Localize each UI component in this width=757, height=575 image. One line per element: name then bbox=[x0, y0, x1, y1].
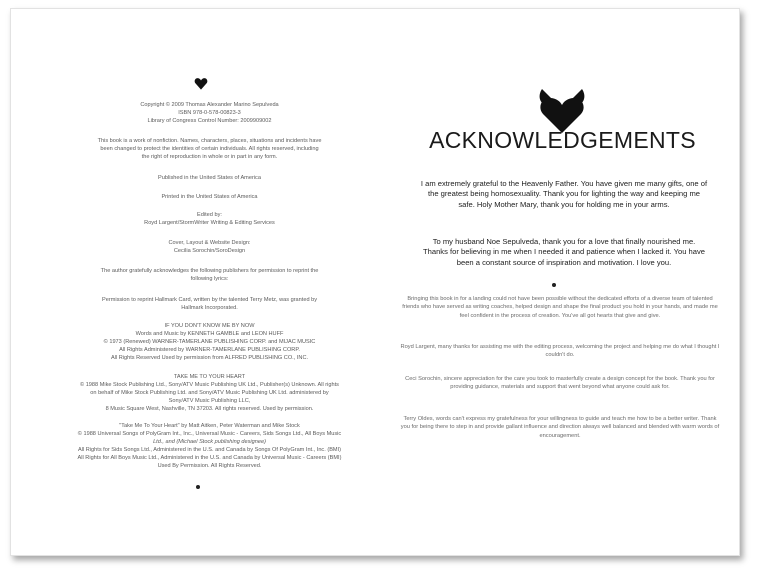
song-credit-2 bbox=[66, 374, 353, 414]
song-credit-line: Words and Music by KENNETH GAMBLE and LEON HUFF bbox=[135, 330, 284, 337]
editor-name: Royd Largent/StormWriter Writing & Editing Services bbox=[144, 219, 275, 226]
loc-line: Library of Congress Control Number: 2009909002 bbox=[147, 117, 272, 124]
song-credit-line: Used By Permission. All Rights Reserved. bbox=[157, 462, 262, 469]
song-title: IF YOU DON'T KNOW ME BY NOW bbox=[164, 323, 255, 329]
page-title: ACKNOWLEDGEMENTS bbox=[429, 127, 696, 153]
song-credit-line: © 1988 Mike Stock Publishing Ltd., Sony/ATV Music Publishing UK Ltd., Publisher(s) Unknown. All rights bbox=[80, 381, 339, 388]
publishers-ack-line: The author gratefully acknowledges the following publishers for permission to reprint the bbox=[100, 268, 319, 274]
song-credit-line: All Rights Administered by WARNER-TAMERLANE PUBLISHING CORP. bbox=[119, 346, 300, 353]
hallmark-permission bbox=[66, 297, 353, 313]
publishers-ack bbox=[66, 268, 353, 284]
song-credit-line: All Rights Reserved Used by permission from ALFRED PUBLISHING CO., INC. bbox=[110, 354, 309, 361]
ack-paragraph-5: Ceci Sorochin, sincere appreciation for the care you took to masterfully create a design concept for the book. Thank you for providing guidance, materials and support that went beyond what anyone could ask for. bbox=[405, 376, 715, 391]
disclaimer-line: the right of reproduction in whole or in part in any form. bbox=[141, 153, 278, 160]
song-credit-line: Sony/ATV Music Publishing LLC, bbox=[168, 397, 251, 404]
section-dot bbox=[552, 283, 556, 287]
disclaimer bbox=[66, 138, 353, 162]
heart-icon bbox=[194, 77, 208, 91]
editor-label: Edited by: bbox=[197, 212, 222, 218]
printed-line bbox=[66, 194, 353, 202]
song-credit-line: All Rights for Sids Songs Ltd., Administered in the U.S. and Canada by Songs Of PolyGram Int., Inc. (BMI) bbox=[77, 446, 342, 453]
editor-credit bbox=[66, 212, 353, 228]
publishers-ack-line: following lyrics: bbox=[190, 275, 229, 282]
song-credit-1 bbox=[66, 323, 353, 363]
disclaimer-line: This book is a work of nonfiction. Names, characters, places, situations and incidents have bbox=[97, 138, 322, 144]
design-credit bbox=[66, 240, 353, 256]
copyright-info bbox=[66, 102, 353, 126]
song-credit-line: on behalf of Mike Stock Publishing Ltd. and Sony/ATV Music Publishing UK Ltd. administered by bbox=[90, 389, 329, 396]
song-title: TAKE ME TO YOUR HEART bbox=[173, 374, 246, 380]
acknowledgements-page bbox=[386, 9, 739, 555]
disclaimer-line: been changed to protect the identities of certain individuals. All rights reserved, including bbox=[100, 145, 319, 152]
song-credit-3 bbox=[66, 423, 353, 470]
hallmark-line: Permission to reprint Hallmark Card, written by the talented Terry Metz, was granted by bbox=[101, 297, 318, 303]
design-name: Cecilia Sorochin/SoroDesign bbox=[173, 247, 246, 254]
printed-text: Printed in the United States of America bbox=[161, 194, 258, 200]
published-line bbox=[66, 175, 353, 183]
song-title: "Take Me To Your Heart" by Matt Aitken, Peter Waterman and Mike Stock bbox=[119, 423, 300, 429]
hallmark-line: Hallmark Incorporated. bbox=[181, 304, 238, 311]
ack-paragraph-2: To my husband Noe Sepulveda, thank you for a love that finally nourished me. Thanks for believing in me when I needed it and patience when I lacked it. You have been a constant source of inspiration and motivation. I love you. bbox=[423, 237, 705, 267]
song-credit-line: Ltd., and (Michael Stock publishing designee) bbox=[153, 438, 266, 445]
song-credit-line: 8 Music Square West, Nashville, TN 37203. All rights reserved. Used by permission. bbox=[105, 405, 314, 412]
isbn-line: ISBN 978-0-578-00823-3 bbox=[178, 109, 241, 116]
song-credit-line: © 1973 (Renewed) WARNER-TAMERLANE PUBLISHING CORP. and MIJAC MUSIC bbox=[103, 338, 316, 345]
end-dot bbox=[196, 485, 200, 489]
copyright-page bbox=[11, 9, 386, 555]
book-spread bbox=[10, 8, 740, 556]
ack-paragraph-3: Bringing this book in for a landing could not have been possible without the dedicated efforts of a diverse team of talented friends who have served as writing coaches, helped design and shape the final product you hold in your hands, and made me feel confident in the process of creation. You've all got hearts that give and give. bbox=[402, 296, 718, 319]
design-label: Cover, Layout & Website Design: bbox=[168, 240, 251, 246]
copyright-line: Copyright © 2009 Thomas Alexander Marino Sepulveda bbox=[140, 102, 279, 108]
song-credit-line: © 1988 Universal Songs of PolyGram Int., Inc., Universal Music - Careers, Sids Songs Ltd., All Boys Music bbox=[77, 430, 342, 437]
ack-paragraph-4: Royd Largent, many thanks for assisting me with the editing process, welcoming the project and helping me do what I thought I couldn't do. bbox=[400, 344, 720, 359]
ack-paragraph-6: Terry Oldes, words can't express my gratefulness for your willingness to guide and teach me how to be a better writer. Thank you for being there to step in and provide gallant influence and direction always well balanced and blended with warm words of encouragement. bbox=[400, 416, 720, 439]
song-credit-line: All Rights for All Boys Music Ltd., Administered in the U.S. and Canada by Universal Music - Careers (BMI) bbox=[77, 454, 342, 461]
ack-paragraph-1: I am extremely grateful to the Heavenly Father. You have given me many gifts, one of the greatest being homosexuality. Thank you for lighting the way and keeping me safe. Holy Mother Mary, thank you for holding me in your arms. bbox=[420, 179, 708, 209]
published-text: Published in the United States of America bbox=[158, 175, 261, 181]
